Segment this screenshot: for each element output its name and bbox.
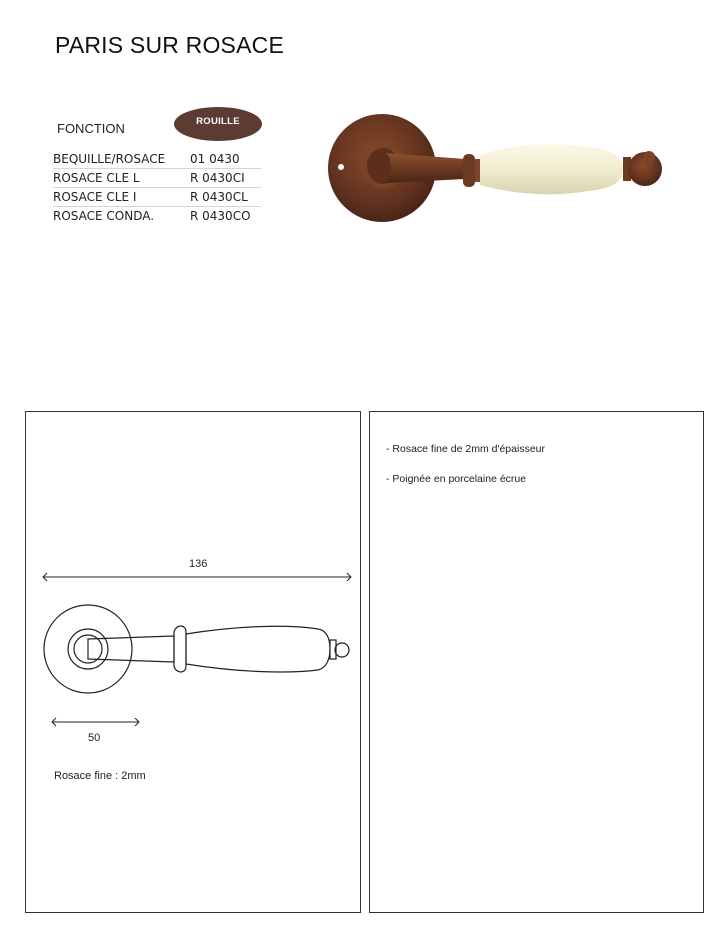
diameter-dimension-label: 50	[88, 732, 101, 744]
reference-name: ROSACE CLE L	[53, 171, 140, 185]
reference-table	[53, 150, 261, 225]
reference-code: 01 0430	[190, 152, 240, 166]
length-dimension-label: 136	[189, 558, 208, 570]
reference-row	[53, 188, 261, 207]
features-panel	[369, 411, 704, 913]
lever-outline	[88, 626, 349, 672]
feature-item: - Poignée en porcelaine écrue	[386, 473, 527, 485]
reference-name: ROSACE CLE I	[53, 190, 137, 204]
reference-row	[53, 207, 261, 225]
fonction-label: FONCTION	[57, 121, 125, 136]
product-photo	[323, 103, 693, 233]
reference-name: BEQUILLE/ROSACE	[53, 152, 166, 166]
feature-item: - Rosace fine de 2mm d'épaisseur	[386, 443, 545, 455]
reference-code: R 0430CL	[190, 190, 248, 204]
reference-name: ROSACE CONDA.	[53, 209, 155, 223]
finish-badge: ROUILLE	[174, 107, 262, 141]
diameter-dimension-line	[52, 718, 139, 726]
reference-code: R 0430CI	[190, 171, 245, 185]
reference-row	[53, 169, 261, 188]
page-title: PARIS SUR ROSACE	[55, 32, 284, 58]
rosace-note: Rosace fine : 2mm	[54, 770, 146, 782]
handle-drawing	[26, 412, 362, 914]
technical-drawing-panel	[25, 411, 361, 913]
reference-code: R 0430CO	[190, 209, 251, 223]
length-dimension-line	[43, 573, 351, 581]
reference-row	[53, 150, 261, 169]
